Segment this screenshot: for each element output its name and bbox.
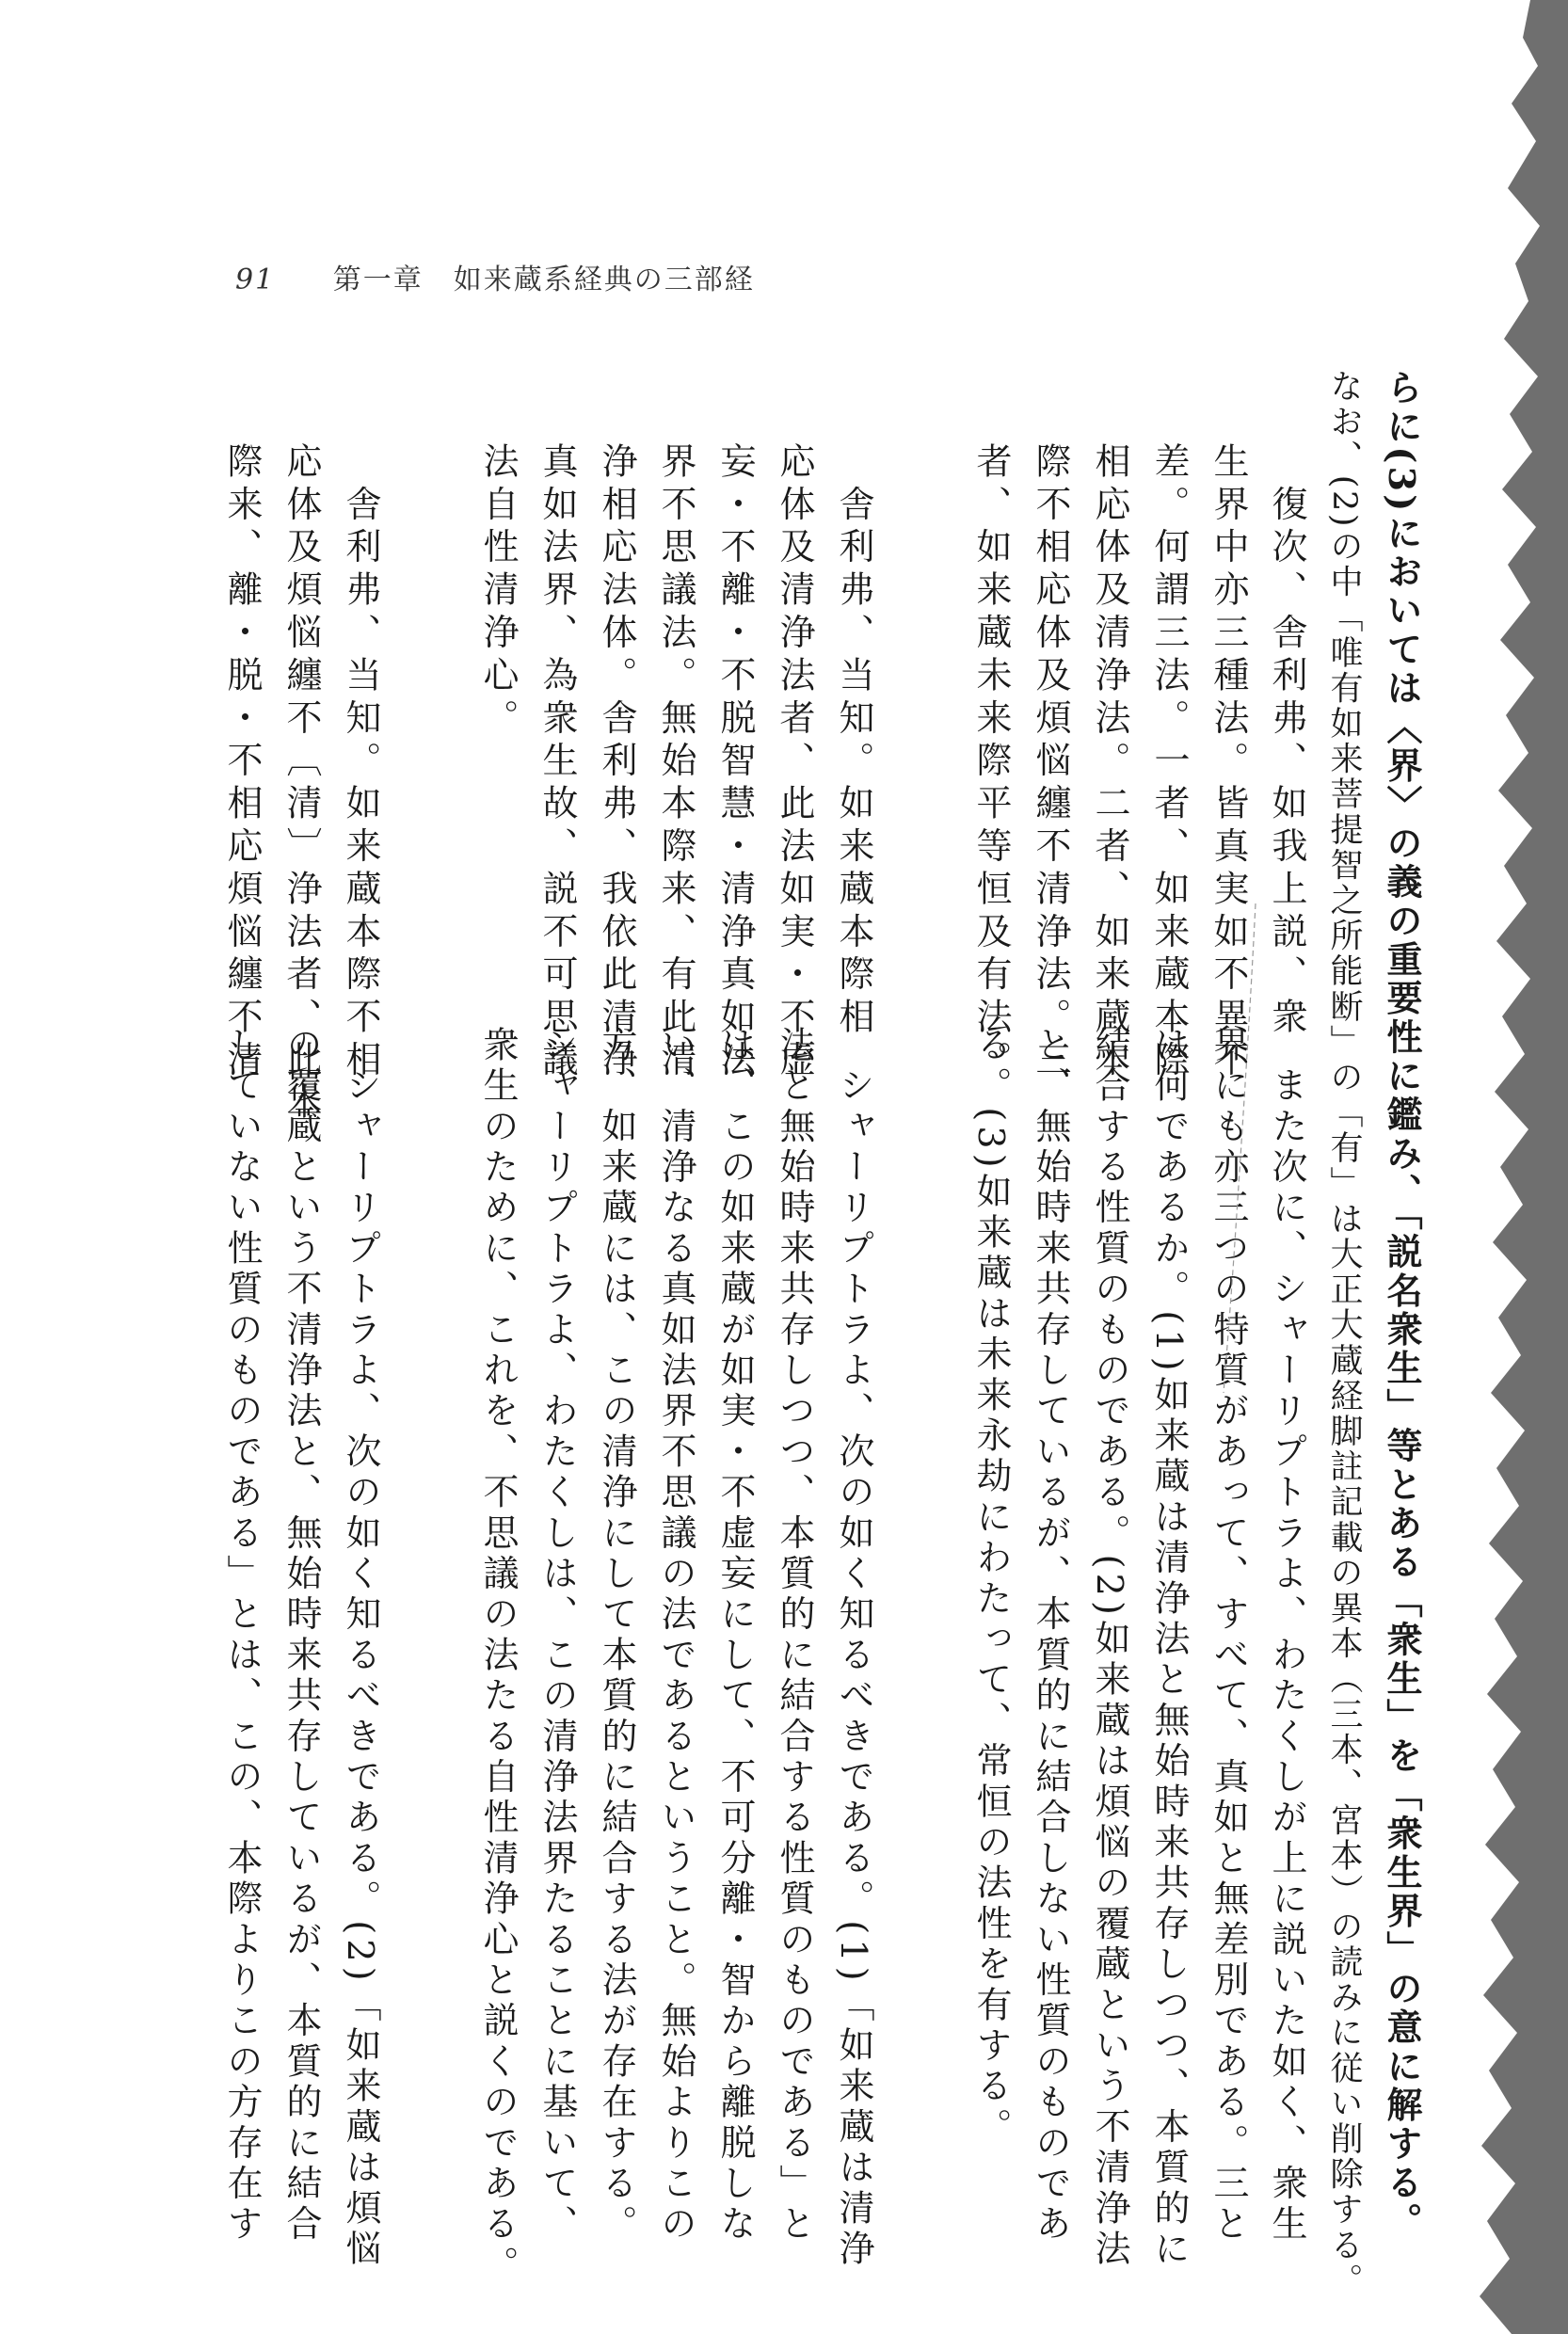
kanbun-line: 復次、舎利弗、如我上説、衆 (1266, 442, 1307, 1041)
kanbun-line: 際来、離・脱・不相応煩悩纏不清 (221, 442, 263, 1083)
kanbun-line: 応体及煩悩纏不〔清〕浄法者、此本 (280, 442, 322, 1127)
kanbun-line: 生界中亦三種法。皆真実如不異不 (1208, 442, 1249, 1083)
translation-line: は、この如来蔵が如実・不虚妄にして、不可分離・智から離脱しな (714, 1026, 756, 2246)
running-title: 第一章 如来蔵系経典の三部経 (332, 264, 755, 296)
translation-line: 界にも亦三つの特質があって、すべて、真如と無差別である。三と (1208, 1026, 1249, 2246)
note-line: らに(3)においては〈界〉の義の重要性に鑑み、「説名衆生」等とある「衆生」を「衆生界」の意に解する。 (1381, 369, 1423, 2242)
kanbun-line: 相応体及清浄法。二者、如来蔵本 (1089, 442, 1130, 1083)
page-number: 91 (235, 264, 276, 296)
translation-line: い、清浄なる真如法界不思議の法であるということ。無始よりこの (655, 1026, 696, 2246)
translation-line: る。(3)如来蔵は未来永劫にわたって、常恒の法性を有する。 (970, 1026, 1012, 2149)
translation-line: 衆生のために、これを、不思議の法たる自性清浄心と説くのである。 (477, 1026, 519, 2287)
translation-line: 法と無始時来共存しつつ、本質的に結合する性質のものである」と (774, 1026, 815, 2246)
kanbun-line: 差。何謂三法。一者、如来蔵本際 (1148, 442, 1190, 1083)
kanbun-line: 者、如来蔵未来際平等恒及有法。 (970, 442, 1012, 1083)
kanbun-line: 際不相応体及煩悩纏不清浄法。三 (1030, 442, 1071, 1083)
scan-edge (1417, 0, 1568, 2334)
translation-line: シャーリプトラよ、わたくしは、この清浄法界たることに基いて、 (536, 1026, 578, 2246)
kanbun-line: 舎利弗、当知。如来蔵本際相 (833, 442, 874, 1041)
kanbun-line: 妄・不離・不脱智慧・清浄真如法 (714, 442, 756, 1083)
translation-line: していない性質のものである」とは、この、本際よりこの方存在す (221, 1026, 263, 2246)
translation-line: の覆蔵という不清浄法と、無始時来共存しているが、本質的に結合 (280, 1026, 322, 2246)
kanbun-line: 真如法界、為衆生故、説不可思議 (536, 442, 578, 1083)
translation-line: は何であるか。(1)如来蔵は清浄法と無始時来共存しつつ、本質的に (1148, 1026, 1190, 2271)
translation-line: と、無始時来共存しているが、本質的に結合しない性質のものであ (1030, 1026, 1071, 2246)
translation-line: また次に、シャーリプトラよ、わたくしが上に説いた如く、衆生 (1266, 1026, 1307, 2246)
running-header (235, 256, 755, 297)
note-line: なお、(2)の中「唯有如来菩提智之所能断」の「有」は大正大蔵経脚註記載の異本（三本、宮本）の読みに従い削除する。 (1325, 369, 1363, 2299)
translation-line: シャーリプトラよ、次の如く知るべきである。(1)「如来蔵は清浄 (833, 1026, 874, 2271)
kanbun-line: 浄相応法体。舎利弗、我依此清浄 (596, 442, 637, 1083)
kanbun-line: 界不思議法。無始本際来、有此清 (655, 442, 696, 1083)
translation-line: 方、如来蔵には、この清浄にして本質的に結合する法が存在する。 (596, 1026, 637, 2246)
pencil-mark (1222, 903, 1259, 1393)
kanbun-line: 法自性清浄心。 (477, 442, 519, 742)
translation-line: シャーリプトラよ、次の如く知るべきである。(2)「如来蔵は煩悩 (340, 1026, 381, 2271)
kanbun-line: 舎利弗、当知。如来蔵本際不相 (340, 442, 381, 1083)
translation-line: 結合する性質のものである。(2)如来蔵は煩悩の覆蔵という不清浄法 (1089, 1026, 1130, 2271)
kanbun-line: 応体及清浄法者、此法如実・不虚 (774, 442, 815, 1083)
